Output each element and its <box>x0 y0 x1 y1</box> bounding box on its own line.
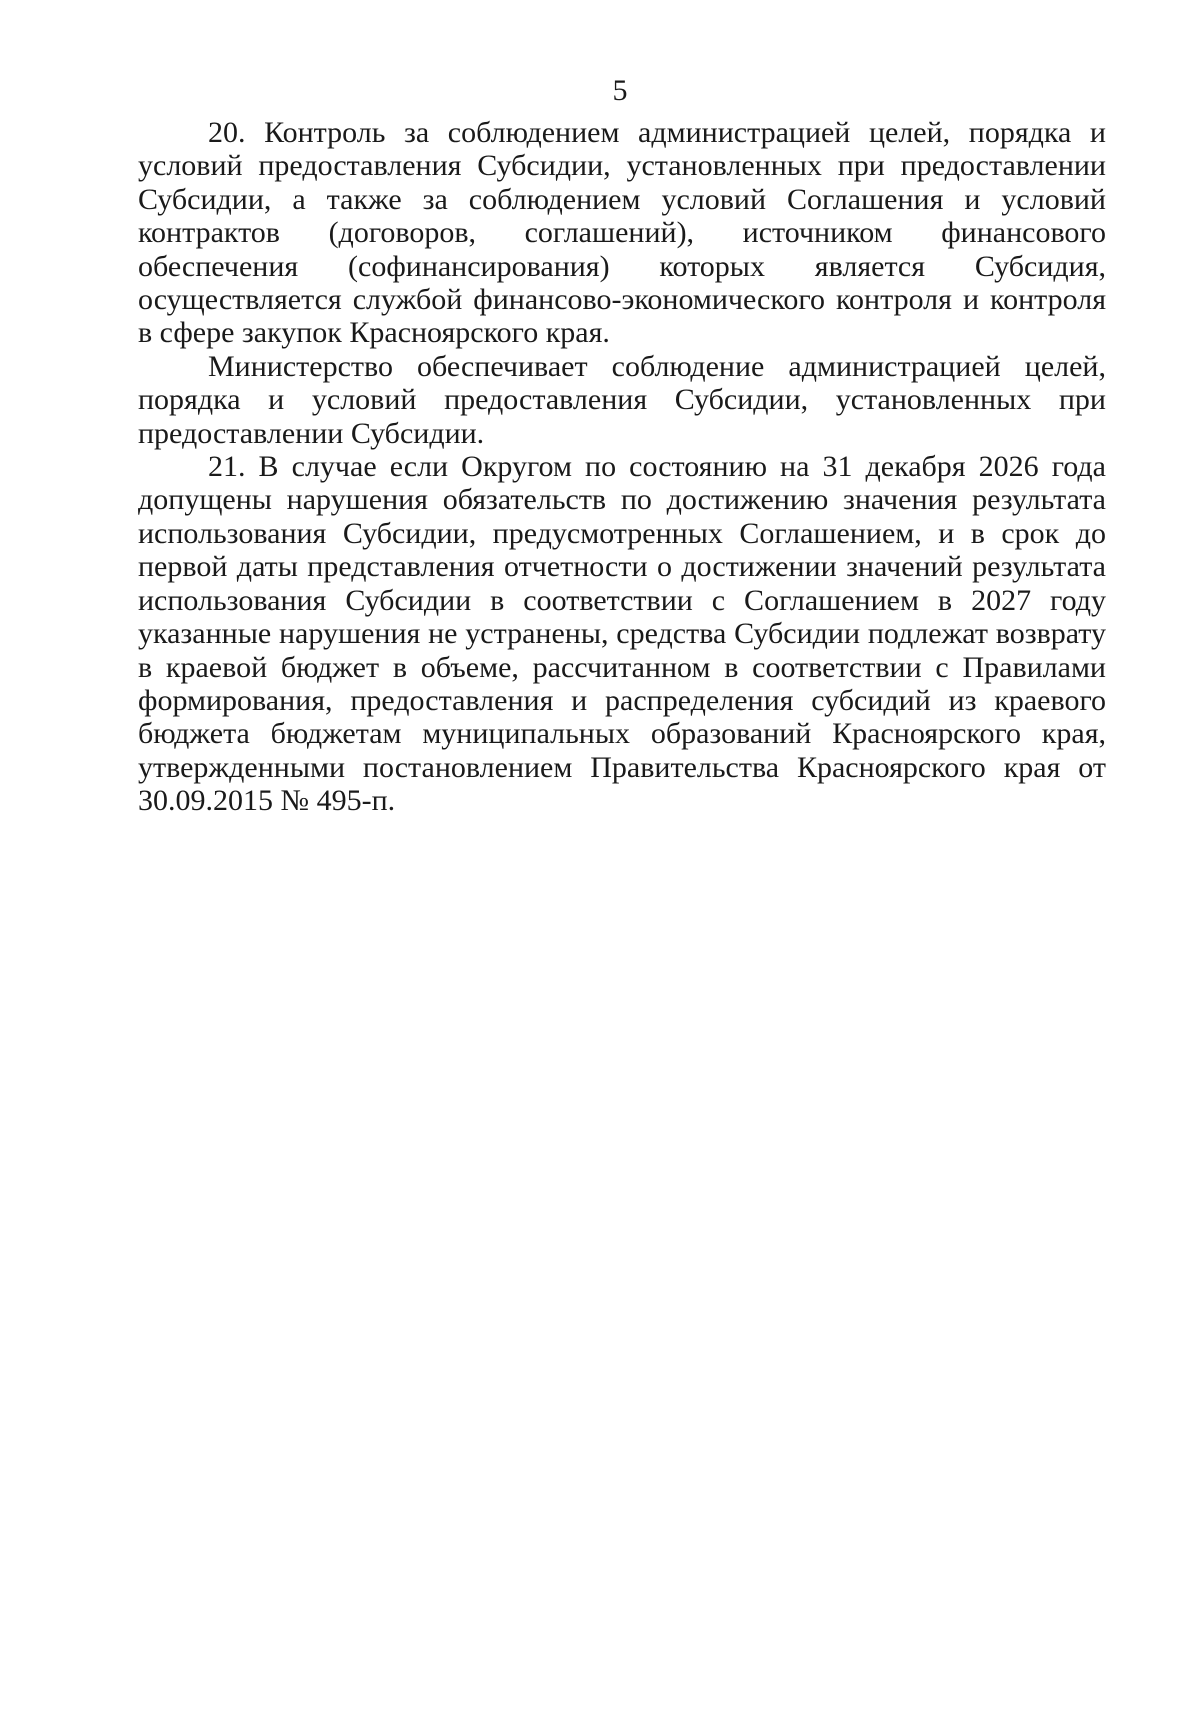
paragraph-ministry: Министерство обеспечивает соблюдение администрацией целей, порядка и условий предоставления Субсидии, установленных при предоставлении Субсидии. <box>138 349 1106 450</box>
document-body <box>138 116 1106 818</box>
paragraph-21: 21. В случае если Округом по состоянию на 31 декабря 2026 года допущены нарушения обязательств по достижению значения результата использования Субсидии, предусмотренных Соглашением, и в срок до первой даты представления отчетности о достижении значений результата использования Субсидии в соответствии с Соглашением в 2027 году указанные нарушения не устранены, средства Субсидии подлежат возврату в краевой бюджет в объеме, рассчитанном в соответствии с Правилами формирования, предоставления и распределения субсидий из краевого бюджета бюджетам муниципальных образований Красноярского края, утвержденными постановлением Правительства Красноярского края от 30.09.2015 № 495-п. <box>138 450 1106 818</box>
page-number: 5 <box>612 74 628 107</box>
paragraph-20: 20. Контроль за соблюдением администрацией целей, порядка и условий предоставления Субсидии, установленных при предоставлении Субсидии, а также за соблюдением условий Соглашения и условий контрактов (договоров, соглашений), источником финансового обеспечения (софинансирования) которых является Субсидия, осуществляется службой финансово-экономического контроля и контроля в сфере закупок Красноярского края. <box>138 116 1106 350</box>
